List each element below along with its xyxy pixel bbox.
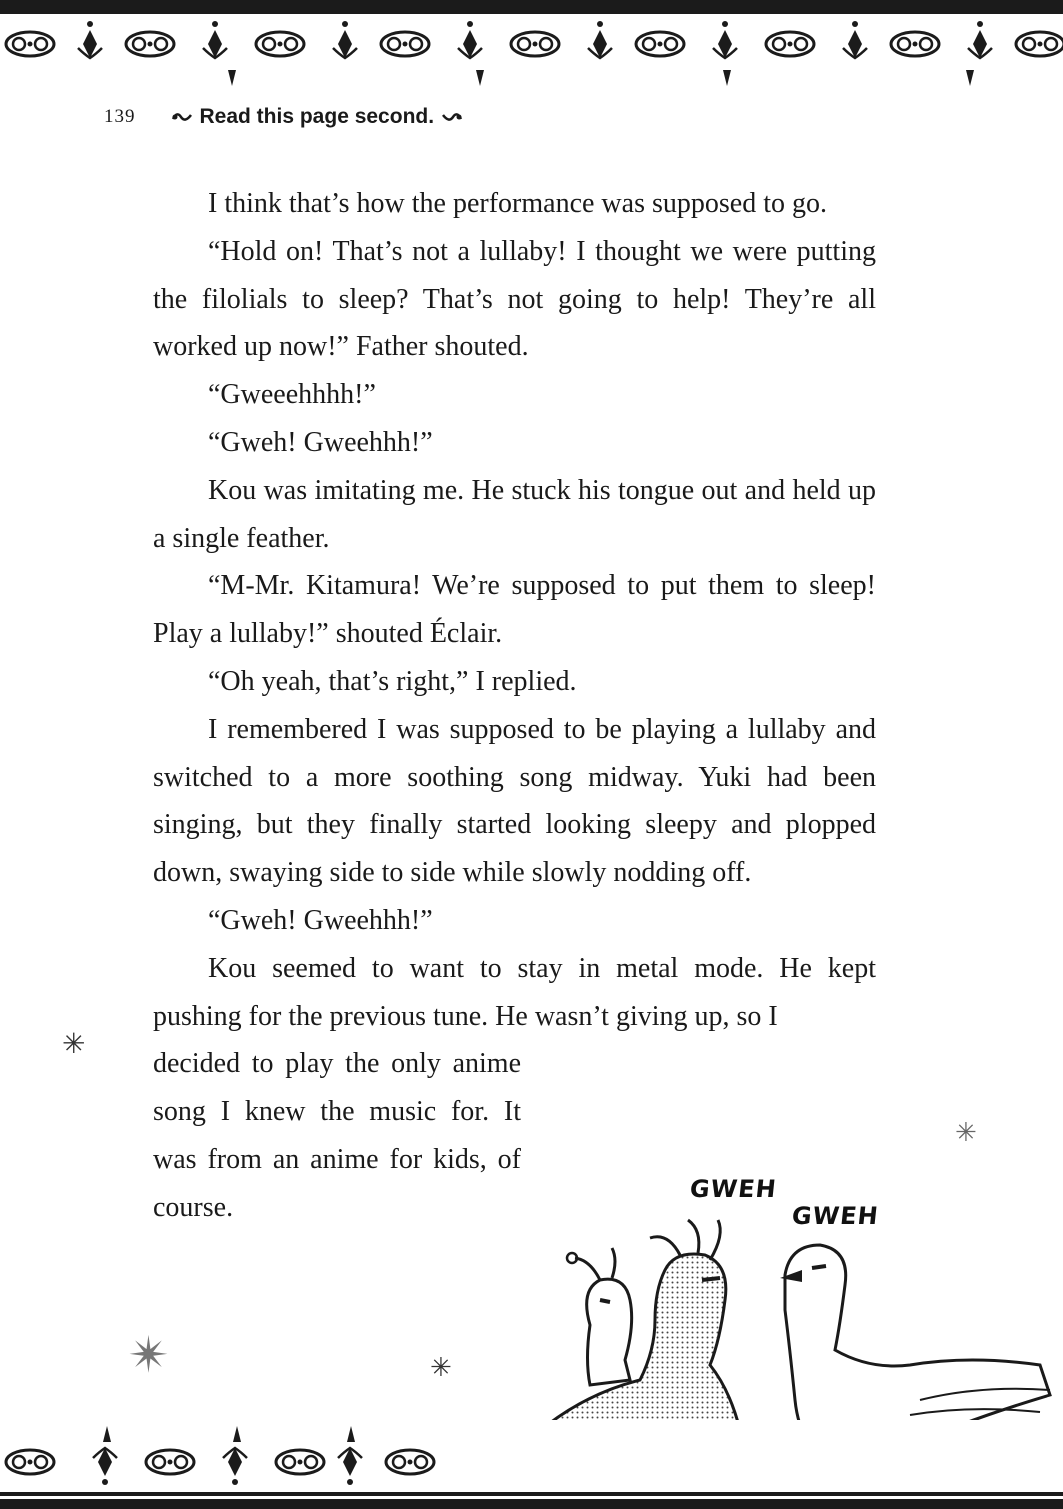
paragraph: “Gweh! Gweehhh!” (208, 904, 433, 936)
paragraph: “M-Mr. Kitamura! We’re supposed to put them to sleep! Play a lullaby!” shouted Éclair. (153, 570, 876, 650)
top-ornamental-border (0, 0, 1063, 95)
bottom-border-pattern (0, 1420, 1063, 1509)
paragraph: I think that’s how the performance was supposed to go. (208, 188, 827, 219)
ornament-right-icon (440, 107, 464, 128)
body-text (153, 180, 876, 1232)
paragraph: “Gweh! Gweehhh!” (208, 426, 433, 458)
ornament-left-icon (170, 107, 194, 128)
sparkle-icon: ✳ (62, 1027, 86, 1060)
sparkle-icon: ✳ (430, 1353, 452, 1383)
running-header (104, 100, 464, 134)
paragraph: “Hold on! That’s not a lullaby! I thought we were putting the filolials to sleep? That’s not going to help! They’re all worked up now!” Father shouted. (153, 235, 876, 363)
running-title: Read this page second. (199, 105, 435, 128)
paragraph: “Oh yeah, that’s right,” I replied. (208, 665, 577, 697)
paragraph: Kou seemed to want to stay in metal mode. He kept pushing for the previous tune. He wasn’t giving up, so I (153, 952, 876, 1032)
bottom-ornamental-border (0, 1420, 1063, 1509)
paragraph-continuation: decided to play the only anime song I knew the music for. It was from an anime for kids, of course. (153, 1048, 521, 1223)
sparkle-icon: ✳ (955, 1118, 977, 1148)
top-border-pattern (0, 0, 1063, 95)
paragraph: “Gweeehhhh!” (208, 379, 376, 411)
paragraph: I remembered I was supposed to be playing a lullaby and switched to a more soothing song midway. Yuki had been singing, but they finally started looking sleepy and plopped down, swaying side to side while slowly nodding off. (153, 713, 876, 889)
sound-effect-label: GWEH (790, 1202, 881, 1230)
paragraph: Kou was imitating me. He stuck his tongue out and held up a single feather. (153, 474, 876, 554)
sound-effect-label: GWEH (688, 1175, 779, 1203)
sparkle-icon: ✴ (128, 1326, 170, 1384)
page-number: 139 (104, 106, 136, 127)
